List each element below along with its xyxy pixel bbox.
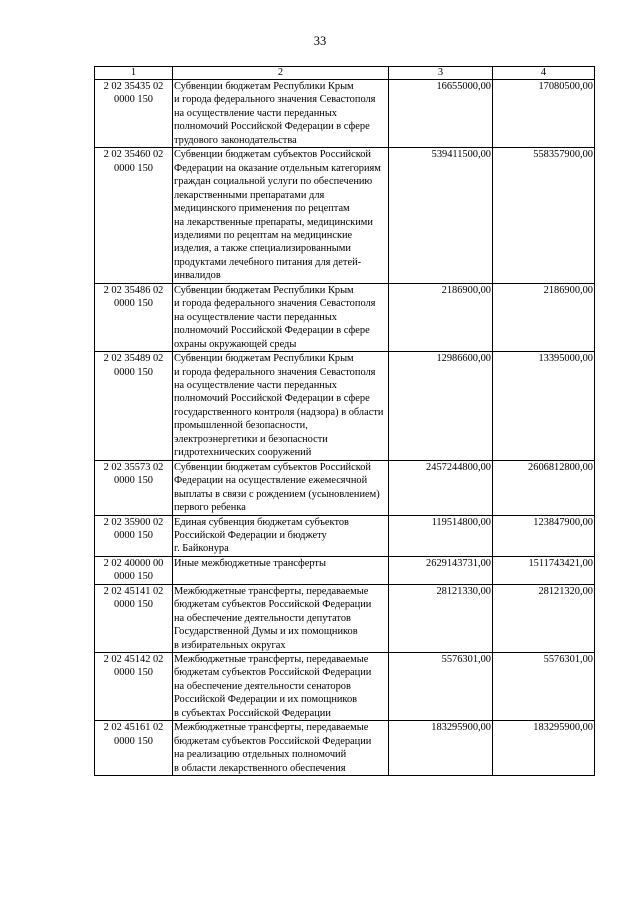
description-cell [173, 283, 389, 351]
description-line: бюджетам субъектов Российской Федерации [174, 735, 372, 747]
column-header-code: 1 [95, 67, 173, 80]
budget-code-line: 0000 150 [114, 735, 153, 747]
description-line: электроэнергетики и безопасности [174, 433, 328, 445]
amount-cell-2: 2186900,00 [493, 283, 595, 351]
description-line: в области лекарственного обеспечения [174, 762, 346, 774]
table-row [95, 584, 595, 652]
description-cell [173, 556, 389, 584]
description-line: Субвенции бюджетам Республики Крым [174, 284, 354, 296]
budget-code-cell [95, 148, 173, 284]
column-header-value-2: 4 [493, 67, 595, 80]
budget-code-cell [95, 460, 173, 515]
description-line: гидротехнических сооружений [174, 447, 312, 459]
amount-cell-2: 17080500,00 [493, 80, 595, 148]
amount-cell-2: 183295900,00 [493, 721, 595, 776]
amount-cell-2: 123847900,00 [493, 515, 595, 556]
description-line: изделиями по рецептам на медицинские [174, 229, 353, 241]
budget-code-line: 0000 150 [114, 571, 153, 583]
description-line: и города федерального значения Севастополя [174, 366, 376, 378]
budget-code-line: 0000 150 [114, 529, 153, 541]
description-line: на обеспечение деятельности депутатов [174, 612, 351, 624]
budget-code-line: 2 02 35900 02 [103, 516, 164, 528]
description-cell [173, 721, 389, 776]
amount-cell-2: 2606812800,00 [493, 460, 595, 515]
budget-code-line: 0000 150 [114, 667, 153, 679]
description-line: в избирательных округах [174, 639, 286, 651]
description-line: г. Байконура [174, 543, 229, 555]
budget-code-cell [95, 515, 173, 556]
description-line: и города федерального значения Севастополя [174, 94, 376, 106]
budget-code-cell [95, 653, 173, 721]
description-line: лекарственными препаратами для [174, 189, 325, 201]
budget-code-line: 0000 150 [114, 162, 153, 174]
amount-cell-2: 1511743421,00 [493, 556, 595, 584]
table-body [95, 80, 595, 776]
budget-code-line: 0000 150 [114, 94, 153, 106]
description-line: трудового законодательства [174, 134, 297, 146]
budget-code-line: 2 02 45161 02 [103, 722, 164, 734]
budget-code-line: 0000 150 [114, 599, 153, 611]
budget-code-cell [95, 556, 173, 584]
amount-cell-1: 12986600,00 [389, 352, 493, 461]
description-line: Субвенции бюджетам субъектов Российской [174, 149, 371, 161]
amount-cell-1: 28121330,00 [389, 584, 493, 652]
amount-cell-1: 539411500,00 [389, 148, 493, 284]
page-number: 33 [313, 34, 327, 48]
table-row [95, 148, 595, 284]
description-line: Федерации на оказание отдельным категориям [174, 162, 381, 174]
description-line: на обеспечение деятельности сенаторов [174, 680, 351, 692]
amount-cell-2: 5576301,00 [493, 653, 595, 721]
budget-code-cell [95, 352, 173, 461]
amount-cell-1: 5576301,00 [389, 653, 493, 721]
amount-cell-2: 28121320,00 [493, 584, 595, 652]
description-line: изделия, а также специализированными [174, 243, 351, 255]
description-cell [173, 80, 389, 148]
description-cell [173, 352, 389, 461]
description-line: в субъектах Российской Федерации [174, 707, 331, 719]
description-line: промышленной безопасности, [174, 420, 308, 432]
budget-code-line: 2 02 45142 02 [103, 654, 164, 666]
amount-cell-1: 2186900,00 [389, 283, 493, 351]
amount-cell-1: 119514800,00 [389, 515, 493, 556]
description-line: на осуществление части переданных [174, 379, 338, 391]
description-line: медицинского применения по рецептам [174, 203, 350, 215]
budget-code-cell [95, 80, 173, 148]
description-line: Государственной Думы и их помощников [174, 626, 358, 638]
budget-code-cell [95, 721, 173, 776]
budget-code-line: 2 02 45141 02 [103, 585, 164, 597]
table-row [95, 352, 595, 461]
column-header-value-1: 3 [389, 67, 493, 80]
description-line: бюджетам субъектов Российской Федерации [174, 599, 372, 611]
description-line: первого ребенка [174, 502, 246, 514]
description-line: и города федерального значения Севастополя [174, 298, 376, 310]
description-line: на осуществление части переданных [174, 311, 338, 323]
budget-code-line: 2 02 35486 02 [103, 284, 164, 296]
description-line: Субвенции бюджетам Республики Крым [174, 81, 354, 92]
table-row [95, 460, 595, 515]
description-line: Субвенции бюджетам субъектов Российской [174, 461, 371, 473]
description-line: Межбюджетные трансферты, передаваемые [174, 654, 369, 666]
description-line: полномочий Российской Федерации в сфере [174, 121, 370, 133]
description-line: Межбюджетные трансферты, передаваемые [174, 722, 369, 734]
description-line: государственного контроля (надзора) в области [174, 406, 384, 418]
amount-cell-1: 16655000,00 [389, 80, 493, 148]
description-line: Субвенции бюджетам Республики Крым [174, 353, 354, 365]
description-line: на лекарственные препараты, медицинскими [174, 216, 373, 228]
description-cell [173, 515, 389, 556]
description-cell [173, 460, 389, 515]
description-line: полномочий Российской Федерации в сфере [174, 393, 370, 405]
description-line: продуктами лечебного питания для детей- [174, 256, 362, 268]
description-line: охраны окружающей среды [174, 338, 297, 350]
description-line: выплаты в связи с рождением (усыновлением) [174, 488, 380, 500]
amount-cell-1: 2457244800,00 [389, 460, 493, 515]
table-row [95, 80, 595, 148]
description-line: на осуществление части переданных [174, 107, 338, 119]
description-line: Федерации на осуществление ежемесячной [174, 475, 368, 487]
budget-code-line: 2 02 35573 02 [103, 461, 164, 473]
description-line: Российской Федерации и их помощников [174, 694, 358, 706]
table-row [95, 283, 595, 351]
description-cell [173, 653, 389, 721]
table-row [95, 721, 595, 776]
description-line: Межбюджетные трансферты, передаваемые [174, 585, 369, 597]
description-cell [173, 584, 389, 652]
description-line: на реализацию отдельных полномочий [174, 749, 347, 761]
description-line: Российской Федерации и бюджету [174, 529, 327, 541]
budget-code-cell [95, 584, 173, 652]
budget-code-line: 0000 150 [114, 298, 153, 310]
budget-code-line: 2 02 40000 00 [103, 557, 164, 569]
budget-code-line: 0000 150 [114, 475, 153, 487]
column-header-description: 2 [173, 67, 389, 80]
budget-table [94, 66, 595, 776]
description-line: полномочий Российской Федерации в сфере [174, 325, 370, 337]
amount-cell-1: 183295900,00 [389, 721, 493, 776]
header-row [95, 67, 595, 80]
table-row [95, 515, 595, 556]
description-line: Иные межбюджетные трансферты [174, 557, 326, 569]
budget-code-line: 2 02 35489 02 [103, 353, 164, 365]
budget-code-line: 2 02 35435 02 [103, 81, 164, 92]
table-row [95, 556, 595, 584]
budget-code-line: 0000 150 [114, 366, 153, 378]
table-row [95, 653, 595, 721]
description-line: бюджетам субъектов Российской Федерации [174, 667, 372, 679]
description-line: граждан социальной услуги по обеспечению [174, 176, 373, 188]
budget-code-cell [95, 283, 173, 351]
description-line: инвалидов [174, 270, 221, 282]
budget-code-line: 2 02 35460 02 [103, 149, 164, 161]
amount-cell-1: 2629143731,00 [389, 556, 493, 584]
description-line: Единая субвенция бюджетам субъектов [174, 516, 349, 528]
amount-cell-2: 558357900,00 [493, 148, 595, 284]
description-cell [173, 148, 389, 284]
amount-cell-2: 13395000,00 [493, 352, 595, 461]
